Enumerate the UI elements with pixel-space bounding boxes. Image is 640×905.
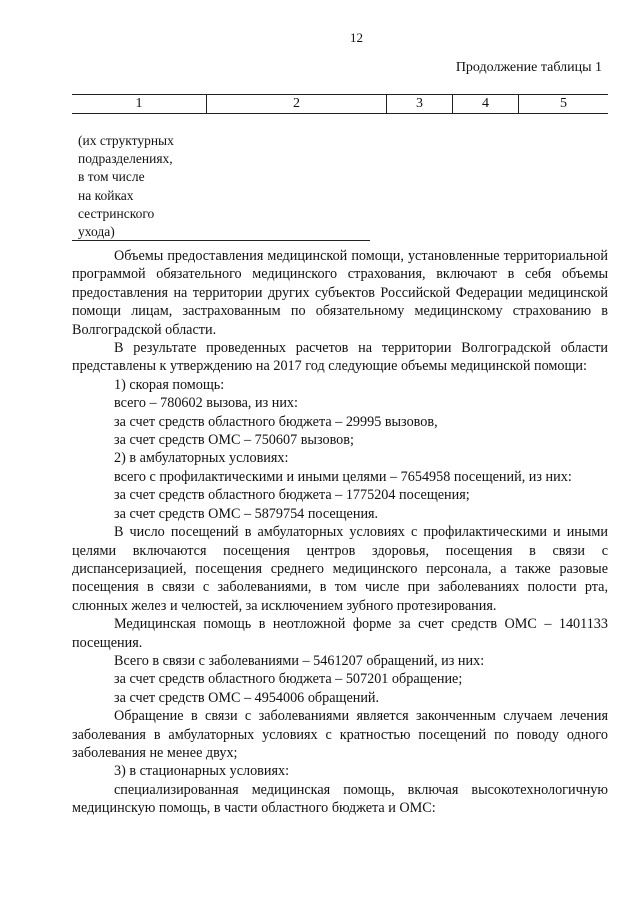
table-cell-line: в том числе <box>78 169 145 185</box>
paragraph: Медицинская помощь в неотложной форме за счет средств ОМС – 1401133 посещения. <box>72 616 608 651</box>
paragraph: Объемы предоставления медицинской помощи, установленные территориальной программой обязательного медицинского страхования, включают в себя объемы предоставления на территории других субъектов Российской Федерации медицинской помощи лицам, застрахованным по обязательному медицинскому страхованию в Волгоградской области. <box>72 248 608 338</box>
body-text <box>72 247 608 818</box>
list-line: Всего в связи с заболеваниями – 5461207 обращений, из них: <box>114 652 485 669</box>
list-line: за счет средств областного бюджета – 507201 обращение; <box>114 671 463 688</box>
table-cell-line: сестринского <box>78 205 155 221</box>
list-line: за счет средств ОМС – 750607 вызовов; <box>114 432 354 449</box>
list-line: за счет средств областного бюджета – 1775204 посещения; <box>114 487 470 504</box>
paragraph: Обращение в связи с заболеваниями является законченным случаем лечения заболевания в амбулаторных условиях с кратностью посещений по поводу одного заболевания не менее двух; <box>72 708 608 761</box>
table-cell-line: на койках <box>78 187 134 203</box>
list-line: за счет средств ОМС – 4954006 обращений. <box>114 689 380 706</box>
table-column-4: 4 <box>452 95 518 113</box>
paragraph: специализированная медицинская помощь, включая высокотехнологичную медицинскую помощь, в части областного бюджета и ОМС: <box>72 781 608 817</box>
list-line: 1) скорая помощь: <box>114 376 225 393</box>
paragraph: В число посещений в амбулаторных условиях с профилактическими и иными целями включаются посещения центров здоровья, посещения в связи с диспансеризацией, посещения среднего медицинского персонала, а также разовые посещения в связи с заболеваниями, в том числе при заболеваниях полости рта, слюнных желез и челюстей, за исключением зубного протезирования. <box>72 524 608 614</box>
table-column-1: 1 <box>135 96 143 111</box>
list-line: 3) в стационарных условиях: <box>114 763 290 780</box>
table-column-5: 5 <box>518 95 608 113</box>
list-line: за счет средств ОМС – 5879754 посещения. <box>114 505 379 522</box>
list-line: всего с профилактическими и иными целями – 7654958 посещений, из них: <box>114 468 572 485</box>
table-column-3: 3 <box>386 95 452 113</box>
table-column-2: 2 <box>206 95 386 113</box>
page-number: 12 <box>350 30 363 45</box>
list-line: всего – 780602 вызова, из них: <box>114 395 298 412</box>
list-line: за счет средств областного бюджета – 29995 вызовов, <box>114 413 438 430</box>
table-cell-line: (их структурных <box>78 133 174 148</box>
table-header-row <box>72 94 608 114</box>
list-line: 2) в амбулаторных условиях: <box>114 450 289 467</box>
table-cell-continued <box>78 132 174 241</box>
paragraph: В результате проведенных расчетов на территории Волгоградской области представлены к утверждению на 2017 год следующие объемы медицинской помощи: <box>72 340 608 375</box>
table-cell-line: подразделениях, <box>78 151 173 167</box>
table-cell-line: ухода) <box>78 224 115 240</box>
table-end-rule <box>72 240 370 241</box>
table-caption: Продолжение таблицы 1 <box>455 60 602 75</box>
